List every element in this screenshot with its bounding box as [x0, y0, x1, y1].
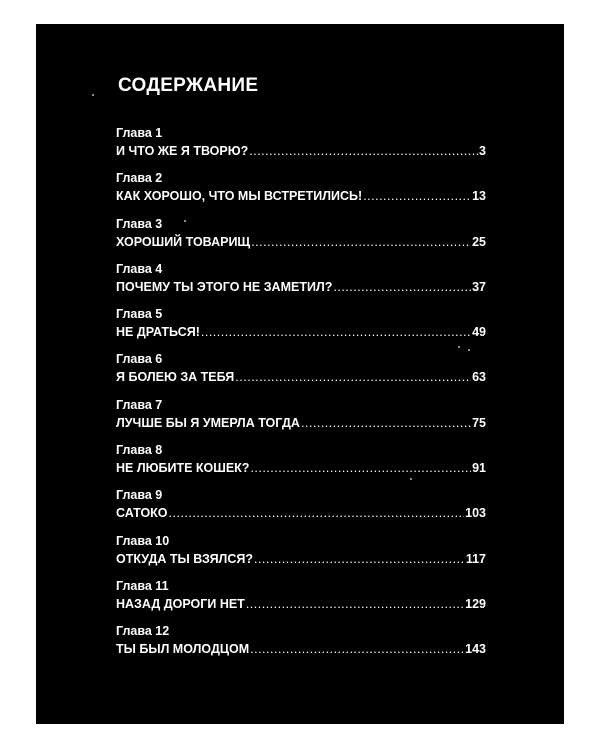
page-number: 49 — [472, 325, 486, 340]
chapter-label: Глава 11 — [116, 578, 169, 593]
chapter-line — [116, 279, 486, 295]
page-number: 75 — [472, 415, 486, 430]
dot-leader — [235, 369, 471, 385]
chapter-name: ПОЧЕМУ ТЫ ЭТОГО НЕ ЗАМЕТИЛ? — [116, 279, 333, 294]
chapter-line — [116, 188, 486, 204]
table-of-contents — [116, 126, 486, 670]
toc-entry — [116, 171, 486, 216]
chapter-name: ЛУЧШЕ БЫ Я УМЕРЛА ТОГДА — [116, 415, 300, 430]
toc-entry — [116, 126, 486, 171]
page-number: 117 — [465, 551, 486, 566]
toc-entry — [116, 443, 486, 488]
book-page — [36, 24, 564, 724]
chapter-label: Глава 5 — [116, 307, 163, 322]
chapter-line — [116, 234, 486, 250]
scan-speck — [184, 220, 186, 222]
dot-leader — [250, 460, 471, 476]
dot-leader — [254, 551, 465, 567]
toc-entry — [116, 624, 486, 669]
chapter-label: Глава 3 — [116, 216, 163, 231]
page-number: 129 — [465, 596, 486, 611]
dot-leader — [201, 324, 471, 340]
chapter-line — [116, 324, 486, 340]
page-number: 63 — [472, 370, 486, 385]
chapter-name: НЕ ДРАТЬСЯ! — [116, 325, 200, 340]
page-number: 3 — [479, 144, 486, 158]
toc-entry — [116, 217, 486, 262]
chapter-line — [116, 551, 486, 567]
chapter-label: Глава 2 — [116, 171, 163, 186]
scan-speck — [410, 478, 412, 480]
chapter-name: ОТКУДА ТЫ ВЗЯЛСЯ? — [116, 551, 253, 566]
dot-leader — [250, 641, 464, 657]
chapter-label: Глава 4 — [116, 261, 163, 276]
chapter-label: Глава 12 — [116, 624, 170, 639]
chapter-name: КАК ХОРОШО, ЧТО МЫ ВСТРЕТИЛИСЬ! — [116, 189, 363, 204]
page-number: 91 — [472, 461, 486, 476]
toc-entry — [116, 262, 486, 307]
dot-leader — [333, 279, 471, 295]
toc-entry — [116, 398, 486, 443]
chapter-label: Глава 9 — [116, 488, 163, 503]
chapter-line — [116, 143, 486, 159]
scan-speck — [92, 94, 94, 96]
page-number: 143 — [465, 642, 486, 657]
scan-speck — [468, 349, 470, 351]
dot-leader — [169, 505, 465, 521]
chapter-line — [116, 369, 486, 385]
dot-leader — [363, 188, 471, 204]
chapter-line — [116, 505, 486, 521]
chapter-label: Глава 7 — [116, 397, 163, 412]
dot-leader — [246, 596, 464, 612]
page-number: 37 — [472, 279, 486, 294]
chapter-name: ТЫ БЫЛ МОЛОДЦОМ — [116, 642, 250, 657]
dot-leader — [301, 415, 471, 431]
toc-entry — [116, 352, 486, 397]
chapter-name: САТОКО — [116, 506, 168, 521]
page-number: 103 — [465, 506, 486, 521]
chapter-line — [116, 596, 486, 612]
toc-entry — [116, 534, 486, 579]
chapter-line — [116, 641, 486, 657]
chapter-name: Я БОЛЕЮ ЗА ТЕБЯ — [116, 370, 235, 385]
scan-speck — [458, 346, 460, 348]
chapter-line — [116, 460, 486, 476]
page-number: 13 — [472, 189, 486, 204]
chapter-name: И ЧТО ЖЕ Я ТВОРЮ? — [116, 144, 249, 158]
chapter-name: НАЗАД ДОРОГИ НЕТ — [116, 596, 245, 611]
page-number: 25 — [472, 234, 486, 249]
toc-entry — [116, 488, 486, 533]
dot-leader — [249, 143, 478, 159]
chapter-label: Глава 10 — [116, 533, 170, 548]
toc-entry — [116, 307, 486, 352]
chapter-label: Глава 1 — [116, 126, 163, 140]
chapter-line — [116, 415, 486, 431]
dot-leader — [251, 234, 471, 250]
chapter-name: НЕ ЛЮБИТЕ КОШЕК? — [116, 461, 250, 476]
chapter-label: Глава 6 — [116, 352, 163, 367]
toc-title: СОДЕРЖАНИЕ — [118, 75, 259, 96]
chapter-name: ХОРОШИЙ ТОВАРИЩ — [116, 234, 251, 249]
toc-entry — [116, 579, 486, 624]
chapter-label: Глава 8 — [116, 443, 163, 458]
